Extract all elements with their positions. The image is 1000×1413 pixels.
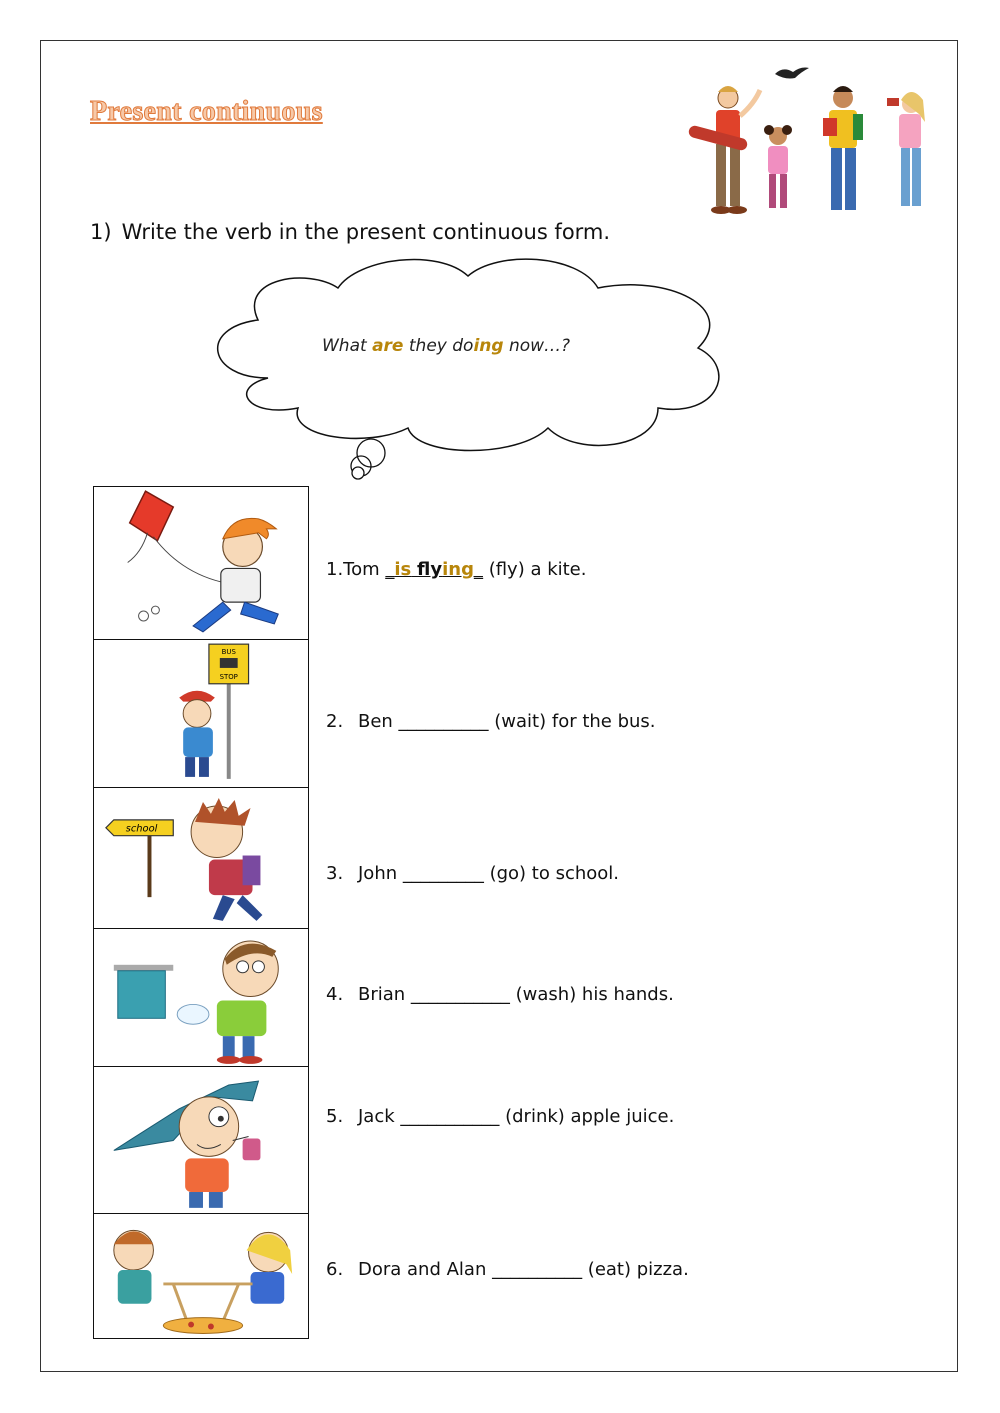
picture-cell xyxy=(94,1214,308,1338)
instruction xyxy=(90,220,610,244)
exercise-item xyxy=(326,711,656,732)
example-sentence xyxy=(326,559,586,580)
answer-stem: fly xyxy=(417,559,443,580)
bus-stop-boy-icon xyxy=(94,640,308,787)
picture-cell xyxy=(94,640,308,788)
picture-table xyxy=(93,486,309,1339)
answer-blank: _ xyxy=(473,559,483,580)
picture-cell xyxy=(94,788,308,929)
picture-cell xyxy=(94,929,308,1067)
item-text: Brian ___________ (wash) his hands. xyxy=(358,984,674,1005)
item-number: 4. xyxy=(326,984,344,1005)
bus-sign-line1: BUS xyxy=(221,648,236,657)
answer-suffix: ing xyxy=(442,559,474,580)
thought-highlight-ing: ing xyxy=(473,336,504,356)
thought-cloud xyxy=(198,248,728,488)
example-prefix: 1.Tom xyxy=(326,559,386,580)
picture-cell xyxy=(94,1067,308,1214)
washing-hands-boy-icon xyxy=(94,929,308,1066)
school-sign-text: school xyxy=(125,823,158,835)
drinking-juice-boy-icon xyxy=(94,1067,308,1213)
school-boy-icon xyxy=(94,788,308,928)
exercise-item xyxy=(326,1259,689,1280)
item-number: 3. xyxy=(326,863,344,884)
exercise-item xyxy=(326,984,674,1005)
item-text: Jack ___________ (drink) apple juice. xyxy=(358,1106,675,1127)
example-answer xyxy=(385,559,483,580)
group-of-people-icon xyxy=(683,60,953,225)
item-text: John _________ (go) to school. xyxy=(358,863,620,884)
exercise-item xyxy=(326,1106,674,1127)
thought-part: they do xyxy=(403,336,474,356)
eating-pizza-kids-icon xyxy=(94,1214,308,1338)
answer-aux: is xyxy=(394,559,412,580)
answer-blank: _ xyxy=(385,559,395,580)
item-text: Ben __________ (wait) for the bus. xyxy=(358,711,656,732)
instruction-text: Write the verb in the present continuous form. xyxy=(121,220,611,244)
item-number: 6. xyxy=(326,1259,344,1280)
item-number: 5. xyxy=(326,1106,344,1127)
picture-cell xyxy=(94,487,308,640)
kite-boy-icon xyxy=(94,487,308,639)
item-number: 2. xyxy=(326,711,344,732)
thought-part: What xyxy=(322,336,373,356)
example-rest: (fly) a kite. xyxy=(482,559,587,580)
thought-part: now…? xyxy=(503,336,571,356)
thought-highlight-are: are xyxy=(372,336,404,356)
instruction-number: 1) xyxy=(90,220,112,244)
bus-sign-line2: STOP xyxy=(219,672,238,681)
thought-text xyxy=(322,336,570,356)
exercise-item xyxy=(326,863,619,884)
item-text: Dora and Alan __________ (eat) pizza. xyxy=(358,1259,689,1280)
page-title: Present continuous xyxy=(90,96,323,127)
